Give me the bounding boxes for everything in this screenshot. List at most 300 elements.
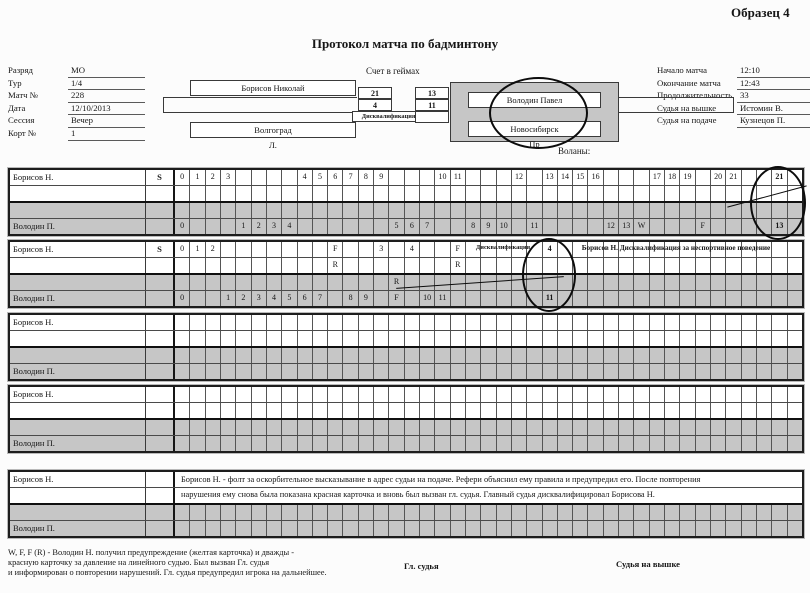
- score-cell: [726, 258, 741, 273]
- score-cell: [420, 436, 435, 451]
- score-cell: [420, 387, 435, 402]
- score-cell: 15: [573, 170, 588, 185]
- score-cell: [634, 258, 649, 273]
- score-cell: [420, 331, 435, 346]
- score-cell: 0: [175, 291, 190, 306]
- serve-indicator-cell: [146, 348, 175, 363]
- score-cell: [236, 242, 251, 257]
- score-cell: 2: [252, 219, 267, 234]
- score-cell: [619, 170, 634, 185]
- score-cell: [512, 364, 527, 379]
- score-cell: [665, 348, 680, 363]
- score-cell: [175, 315, 190, 330]
- serve-indicator-cell: [146, 436, 175, 451]
- score-cell: [680, 505, 695, 520]
- score-cell: [558, 521, 573, 536]
- score-cell: [726, 275, 741, 290]
- score-cell: 16: [588, 170, 603, 185]
- score-cell: [374, 331, 389, 346]
- meta-value: 12/10/2013: [68, 103, 145, 116]
- score-cell: [604, 364, 619, 379]
- score-cell: [175, 505, 190, 520]
- score-cell: [481, 436, 496, 451]
- score-cell: [389, 203, 404, 218]
- score-cell: [573, 505, 588, 520]
- score-cell: [757, 521, 772, 536]
- player1-game1-score: 21: [358, 87, 392, 99]
- score-cell: [252, 258, 267, 273]
- score-cell: [389, 436, 404, 451]
- score-cell: [389, 364, 404, 379]
- score-cell: [512, 521, 527, 536]
- score-cell: [604, 521, 619, 536]
- score-cell: [389, 258, 404, 273]
- score-row: [10, 291, 802, 306]
- score-cell: [757, 331, 772, 346]
- score-cell: [313, 364, 328, 379]
- score-cell: [466, 258, 481, 273]
- score-cell: [313, 348, 328, 363]
- score-cell: [359, 258, 374, 273]
- serve-indicator-cell: [146, 521, 175, 536]
- score-cell: 9: [359, 291, 374, 306]
- score-cell: [221, 420, 236, 435]
- score-cell: [604, 403, 619, 418]
- spacer-row-name: [10, 403, 146, 418]
- score-cell: [175, 275, 190, 290]
- score-cell: [282, 186, 297, 201]
- score-cell: [267, 315, 282, 330]
- score-cell: [604, 203, 619, 218]
- shuttles-label: Воланы:: [558, 146, 591, 156]
- score-cell: [650, 258, 665, 273]
- score-cell: [757, 403, 772, 418]
- score-cell: [772, 315, 787, 330]
- score-cell: [343, 331, 358, 346]
- score-cell: [267, 436, 282, 451]
- player2-row-name: Володин П.: [10, 291, 146, 306]
- score-cell: [435, 505, 450, 520]
- score-cell: [757, 436, 772, 451]
- score-cell: [665, 436, 680, 451]
- score-cell: [558, 436, 573, 451]
- meta-label: Тур: [8, 77, 22, 88]
- serve-indicator-cell: [146, 331, 175, 346]
- score-cell: [696, 170, 711, 185]
- score-cell: [252, 170, 267, 185]
- score-cell: [282, 242, 297, 257]
- score-cell: [451, 420, 466, 435]
- score-cell: [206, 315, 221, 330]
- score-cell: [298, 387, 313, 402]
- score-cell: [282, 364, 297, 379]
- score-cell: [221, 275, 236, 290]
- score-cell: [726, 331, 741, 346]
- score-cell: [328, 505, 343, 520]
- score-cell: [374, 219, 389, 234]
- score-cell: 4: [267, 291, 282, 306]
- score-cell: [466, 170, 481, 185]
- score-cell: [359, 364, 374, 379]
- score-cell: [788, 505, 802, 520]
- score-cell: [206, 203, 221, 218]
- score-cell: [343, 403, 358, 418]
- score-cell: [206, 219, 221, 234]
- score-cell: [634, 315, 649, 330]
- score-cell: [298, 348, 313, 363]
- score-cell: [267, 242, 282, 257]
- score-cell: [343, 521, 358, 536]
- score-cell: [435, 331, 450, 346]
- score-cell: [359, 436, 374, 451]
- spacer-row-name: [10, 505, 146, 520]
- score-cell: [481, 203, 496, 218]
- score-row: [10, 403, 802, 420]
- score-cell: [175, 331, 190, 346]
- score-cell: [711, 186, 726, 201]
- player2-row-name: Володин П.: [10, 219, 146, 234]
- score-cell: [634, 170, 649, 185]
- score-cell: [405, 170, 420, 185]
- score-cell: [343, 348, 358, 363]
- score-cell: [435, 186, 450, 201]
- score-cell: [481, 291, 496, 306]
- score-cell: [466, 403, 481, 418]
- score-cell: 11: [543, 291, 558, 306]
- score-cell: [252, 331, 267, 346]
- score-cell: [252, 275, 267, 290]
- cards-legend: [8, 548, 418, 577]
- final-score-circle-mark: [750, 166, 806, 240]
- score-cell: [328, 331, 343, 346]
- score-cell: 8: [359, 170, 374, 185]
- score-cell: [389, 170, 404, 185]
- score-cell: 7: [420, 219, 435, 234]
- score-cell: [497, 420, 512, 435]
- score-cell: [206, 420, 221, 435]
- score-cell: [481, 331, 496, 346]
- score-cell: [298, 315, 313, 330]
- score-cell: [405, 521, 420, 536]
- legend-line: W, F, F (R) - Володин Н. получил предупреждение (желтая карточка) и дважды -: [8, 548, 295, 557]
- score-cell: [420, 403, 435, 418]
- score-cell: [451, 387, 466, 402]
- meta-row: [8, 115, 145, 128]
- game-5-block: [8, 470, 804, 538]
- score-cell: 20: [711, 170, 726, 185]
- score-cell: [481, 258, 496, 273]
- score-row: [10, 364, 802, 379]
- score-cell: [726, 364, 741, 379]
- score-cell: [619, 505, 634, 520]
- score-cell: [267, 203, 282, 218]
- score-cell: [497, 331, 512, 346]
- score-cell: [650, 291, 665, 306]
- score-cell: [175, 203, 190, 218]
- score-cell: [619, 331, 634, 346]
- player1-game2-score: 4: [358, 99, 392, 111]
- score-cell: [512, 331, 527, 346]
- score-cell: [190, 291, 205, 306]
- score-cell: 4: [405, 242, 420, 257]
- score-cell: [221, 331, 236, 346]
- score-cell: [788, 258, 802, 273]
- score-cell: [343, 364, 358, 379]
- score-cell: [696, 291, 711, 306]
- score-cell: [389, 420, 404, 435]
- score-cell: [711, 364, 726, 379]
- score-cell: R: [389, 275, 404, 290]
- score-cell: [389, 387, 404, 402]
- score-cell: [190, 521, 205, 536]
- score-cell: [788, 403, 802, 418]
- score-cell: [175, 364, 190, 379]
- serve-indicator-cell: [146, 420, 175, 435]
- score-cell: [328, 315, 343, 330]
- score-cell: [236, 331, 251, 346]
- score-cell: [481, 420, 496, 435]
- score-cell: [298, 203, 313, 218]
- meta-row: [8, 78, 145, 91]
- score-cell: [696, 348, 711, 363]
- score-cell: [359, 331, 374, 346]
- score-row: [10, 170, 802, 186]
- score-cell: [252, 203, 267, 218]
- score-cell: [389, 242, 404, 257]
- score-cell: [558, 315, 573, 330]
- serve-indicator-cell: [146, 505, 175, 520]
- score-cell: [175, 186, 190, 201]
- score-cell: [190, 420, 205, 435]
- score-cell: [359, 348, 374, 363]
- meta-label: Сессия: [8, 115, 35, 126]
- score-cell: [543, 403, 558, 418]
- score-cell: 8: [343, 291, 358, 306]
- score-row: [10, 331, 802, 348]
- score-cell: [206, 521, 221, 536]
- game-1-block: [8, 168, 804, 236]
- score-cell: [374, 420, 389, 435]
- score-cell: [742, 275, 757, 290]
- score-cell: [588, 348, 603, 363]
- player2-name-box: Володин Павел: [468, 92, 601, 108]
- score-cell: [190, 403, 205, 418]
- score-cell: [435, 203, 450, 218]
- score-cell: [527, 436, 542, 451]
- fault-description-line: Борисов Н. - фолт за оскорбительное высказывание в адрес судьи на подаче. Рефери объяснил ему правила и предупредил его. После повторения: [181, 475, 701, 484]
- score-cell: [298, 505, 313, 520]
- score-cell: [726, 291, 741, 306]
- score-cell: [236, 170, 251, 185]
- score-cell: [726, 505, 741, 520]
- score-cell: [711, 331, 726, 346]
- score-cell: [665, 505, 680, 520]
- score-cell: [343, 242, 358, 257]
- score-cell: [206, 291, 221, 306]
- score-cell: [573, 436, 588, 451]
- score-cell: [650, 436, 665, 451]
- score-cell: [206, 348, 221, 363]
- score-cell: 2: [206, 170, 221, 185]
- score-cell: [236, 315, 251, 330]
- score-row: [10, 275, 802, 291]
- score-cell: [634, 291, 649, 306]
- score-cell: [405, 331, 420, 346]
- score-cell: [696, 275, 711, 290]
- serve-indicator-cell: [146, 472, 175, 487]
- score-cell: [236, 420, 251, 435]
- score-cell: [558, 331, 573, 346]
- score-cell: [451, 403, 466, 418]
- score-cell: [374, 436, 389, 451]
- sample-label: Образец 4: [731, 5, 790, 20]
- meta-value: Кузнецов П.: [737, 115, 810, 128]
- score-cell: [634, 521, 649, 536]
- score-cell: [772, 387, 787, 402]
- score-cell: [558, 505, 573, 520]
- score-cell: [313, 258, 328, 273]
- score-cell: [527, 521, 542, 536]
- score-cell: [497, 436, 512, 451]
- score-cell: 10: [435, 170, 450, 185]
- score-cell: [252, 186, 267, 201]
- score-cell: [680, 331, 695, 346]
- score-cell: [420, 364, 435, 379]
- meta-value: 1: [68, 128, 145, 141]
- score-cell: [604, 348, 619, 363]
- score-cell: [190, 331, 205, 346]
- score-cell: [619, 203, 634, 218]
- meta-row: [657, 115, 810, 128]
- player1-name-box: Борисов Николай: [190, 80, 356, 96]
- player2-row-name: Володин П.: [10, 521, 146, 536]
- score-cell: [726, 420, 741, 435]
- score-cell: [573, 403, 588, 418]
- score-cell: [634, 420, 649, 435]
- score-cell: [497, 203, 512, 218]
- score-cell: [588, 364, 603, 379]
- score-cell: [497, 170, 512, 185]
- meta-value: 33: [737, 90, 810, 103]
- score-cell: [282, 420, 297, 435]
- score-cell: 10: [497, 219, 512, 234]
- score-cell: [757, 315, 772, 330]
- score-cell: [726, 387, 741, 402]
- score-cell: [588, 403, 603, 418]
- score-cell: [665, 219, 680, 234]
- score-cell: [359, 505, 374, 520]
- score-cell: [634, 436, 649, 451]
- score-cell: [558, 203, 573, 218]
- score-cell: 13: [543, 170, 558, 185]
- score-cell: [282, 436, 297, 451]
- score-cell: [267, 170, 282, 185]
- score-cell: [267, 364, 282, 379]
- score-cell: [772, 521, 787, 536]
- score-cell: [772, 420, 787, 435]
- score-cell: [650, 275, 665, 290]
- score-cell: [680, 420, 695, 435]
- score-cell: [359, 242, 374, 257]
- score-cell: [711, 387, 726, 402]
- score-cell: [573, 364, 588, 379]
- score-cell: [420, 275, 435, 290]
- score-cell: [221, 505, 236, 520]
- score-cell: [696, 521, 711, 536]
- score-cell: [543, 186, 558, 201]
- umpire-signature-label: Судья на вышке: [616, 559, 680, 569]
- score-cell: [190, 505, 205, 520]
- score-cell: [298, 242, 313, 257]
- score-cell: [236, 258, 251, 273]
- score-cell: [588, 505, 603, 520]
- game-4-block: [8, 385, 804, 453]
- score-cell: [696, 331, 711, 346]
- score-cell: [267, 420, 282, 435]
- score-cell: [680, 403, 695, 418]
- score-cell: [650, 315, 665, 330]
- score-cell: [236, 387, 251, 402]
- score-cell: [680, 348, 695, 363]
- score-cell: [328, 403, 343, 418]
- score-cell: [221, 348, 236, 363]
- score-cell: [634, 364, 649, 379]
- score-cell: [298, 258, 313, 273]
- score-cell: [604, 315, 619, 330]
- score-cell: [619, 275, 634, 290]
- player2-side-label: Пр: [529, 139, 540, 149]
- score-cell: [267, 258, 282, 273]
- score-cell: [757, 505, 772, 520]
- score-cell: 21: [772, 170, 787, 185]
- meta-row: [8, 103, 145, 116]
- player1-row-name: Борисов Н.: [10, 315, 146, 330]
- score-cell: [190, 219, 205, 234]
- score-cell: [451, 364, 466, 379]
- score-cell: [680, 315, 695, 330]
- score-cell: [282, 331, 297, 346]
- score-cell: [573, 348, 588, 363]
- serve-indicator-cell: [146, 488, 175, 503]
- fault-description-text: [181, 472, 801, 502]
- score-cell: [206, 436, 221, 451]
- serve-indicator-cell: [146, 203, 175, 218]
- score-cell: [328, 436, 343, 451]
- score-cell: [343, 420, 358, 435]
- player1-row-name: Борисов Н.: [10, 387, 146, 402]
- score-cell: [374, 348, 389, 363]
- score-cell: [282, 203, 297, 218]
- score-cell: [206, 331, 221, 346]
- score-cell: [588, 387, 603, 402]
- player1-city-box: Волгоград: [190, 122, 356, 138]
- player2-row-name: Володин П.: [10, 364, 146, 379]
- score-cell: [221, 364, 236, 379]
- score-cell: [298, 521, 313, 536]
- score-cell: [604, 186, 619, 201]
- score-cell: [252, 403, 267, 418]
- score-cell: [527, 403, 542, 418]
- score-row: [10, 219, 802, 234]
- score-cell: [298, 420, 313, 435]
- score-cell: [588, 203, 603, 218]
- score-cell: [634, 331, 649, 346]
- legend-line: красную карточку за давление на линейного судью. Был вызван Гл. судья: [8, 557, 270, 567]
- score-cell: [527, 387, 542, 402]
- score-cell: [497, 275, 512, 290]
- score-cell: [343, 219, 358, 234]
- score-cell: [221, 436, 236, 451]
